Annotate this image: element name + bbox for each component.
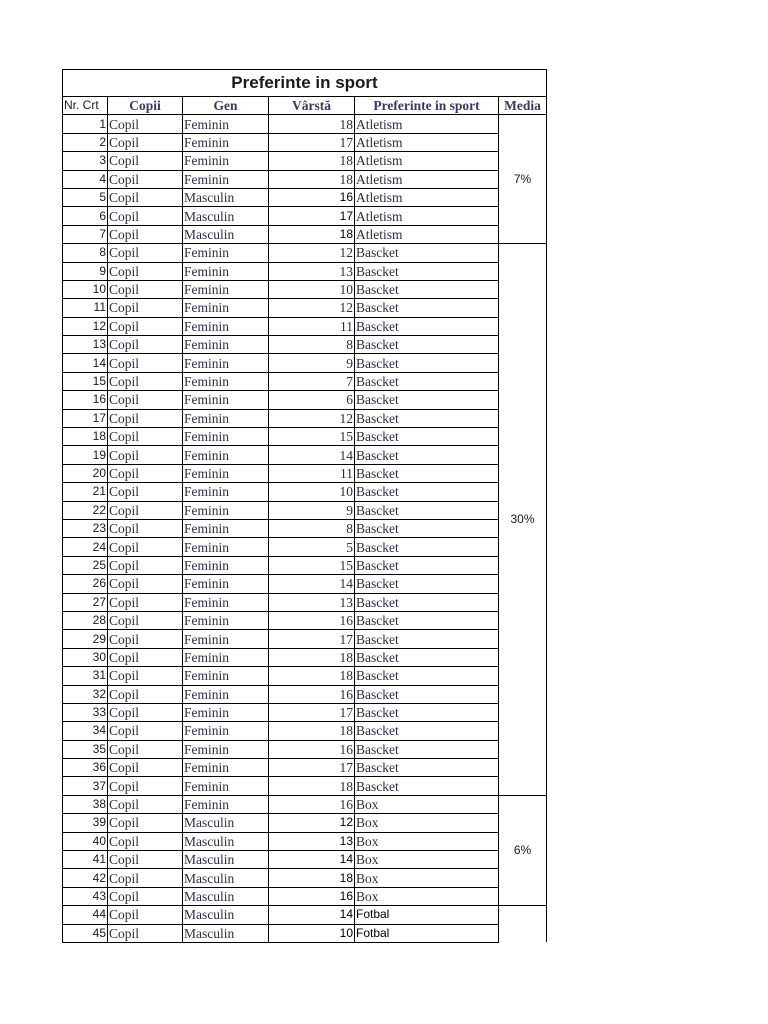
cell-copii: Copil (108, 207, 183, 225)
cell-varsta: 10 (269, 483, 355, 501)
cell-varsta: 18 (269, 115, 355, 133)
cell-varsta: 16 (269, 795, 355, 813)
header-copii: Copii (108, 97, 183, 115)
cell-copii: Copil (108, 225, 183, 243)
cell-gen: Feminin (183, 611, 269, 629)
cell-nr: 10 (63, 280, 108, 298)
cell-nr: 17 (63, 409, 108, 427)
table-row (63, 703, 547, 721)
table-row (63, 906, 547, 924)
cell-copii: Copil (108, 593, 183, 611)
table-row (63, 832, 547, 850)
cell-copii: Copil (108, 170, 183, 188)
cell-gen: Feminin (183, 133, 269, 151)
cell-copii: Copil (108, 115, 183, 133)
cell-copii: Copil (108, 556, 183, 574)
cell-varsta: 12 (269, 244, 355, 262)
table-row (63, 759, 547, 777)
cell-copii: Copil (108, 280, 183, 298)
cell-copii: Copil (108, 483, 183, 501)
cell-preferinte: Atletism (355, 188, 499, 206)
cell-varsta: 11 (269, 464, 355, 482)
cell-nr: 1 (63, 115, 108, 133)
cell-preferinte: Bascket (355, 777, 499, 795)
cell-gen: Feminin (183, 244, 269, 262)
cell-copii: Copil (108, 906, 183, 924)
table-body (63, 115, 547, 943)
table-row (63, 887, 547, 905)
cell-nr: 35 (63, 740, 108, 758)
table-row (63, 538, 547, 556)
cell-nr: 21 (63, 483, 108, 501)
cell-preferinte: Bascket (355, 740, 499, 758)
cell-copii: Copil (108, 244, 183, 262)
cell-preferinte: Box (355, 851, 499, 869)
cell-media (499, 906, 547, 943)
cell-varsta: 16 (269, 740, 355, 758)
cell-varsta: 16 (269, 611, 355, 629)
cell-copii: Copil (108, 336, 183, 354)
cell-preferinte: Bascket (355, 336, 499, 354)
cell-varsta: 12 (269, 299, 355, 317)
table-row (63, 152, 547, 170)
cell-preferinte: Bascket (355, 428, 499, 446)
cell-varsta: 15 (269, 428, 355, 446)
cell-gen: Feminin (183, 262, 269, 280)
table-row (63, 611, 547, 629)
cell-nr: 23 (63, 519, 108, 537)
cell-preferinte: Box (355, 814, 499, 832)
cell-copii: Copil (108, 501, 183, 519)
cell-nr: 28 (63, 611, 108, 629)
cell-nr: 2 (63, 133, 108, 151)
table-row (63, 207, 547, 225)
table-row (63, 188, 547, 206)
cell-copii: Copil (108, 519, 183, 537)
cell-copii: Copil (108, 630, 183, 648)
cell-preferinte: Bascket (355, 611, 499, 629)
cell-gen: Feminin (183, 795, 269, 813)
cell-varsta: 6 (269, 391, 355, 409)
table-row (63, 869, 547, 887)
cell-varsta: 18 (269, 152, 355, 170)
cell-gen: Feminin (183, 372, 269, 390)
cell-preferinte: Bascket (355, 556, 499, 574)
cell-copii: Copil (108, 428, 183, 446)
cell-gen: Feminin (183, 759, 269, 777)
header-media: Media (499, 97, 547, 115)
cell-preferinte: Bascket (355, 446, 499, 464)
cell-gen: Feminin (183, 317, 269, 335)
cell-preferinte: Box (355, 795, 499, 813)
cell-varsta: 10 (269, 280, 355, 298)
cell-varsta: 17 (269, 630, 355, 648)
cell-preferinte: Atletism (355, 225, 499, 243)
cell-copii: Copil (108, 133, 183, 151)
cell-copii: Copil (108, 832, 183, 850)
cell-gen: Feminin (183, 446, 269, 464)
table-row (63, 428, 547, 446)
cell-gen: Feminin (183, 336, 269, 354)
header-varsta: Vârstă (269, 97, 355, 115)
cell-copii: Copil (108, 924, 183, 942)
cell-gen: Feminin (183, 501, 269, 519)
table-row (63, 685, 547, 703)
cell-preferinte: Box (355, 832, 499, 850)
cell-preferinte: Bascket (355, 630, 499, 648)
cell-nr: 40 (63, 832, 108, 850)
cell-varsta: 16 (269, 188, 355, 206)
cell-gen: Masculin (183, 832, 269, 850)
cell-preferinte: Bascket (355, 391, 499, 409)
cell-varsta: 17 (269, 207, 355, 225)
cell-gen: Feminin (183, 556, 269, 574)
cell-copii: Copil (108, 759, 183, 777)
cell-nr: 9 (63, 262, 108, 280)
cell-gen: Feminin (183, 703, 269, 721)
cell-nr: 5 (63, 188, 108, 206)
cell-preferinte: Atletism (355, 133, 499, 151)
cell-preferinte: Fotbal (355, 924, 499, 942)
cell-varsta: 18 (269, 667, 355, 685)
cell-varsta: 12 (269, 814, 355, 832)
cell-preferinte: Bascket (355, 354, 499, 372)
cell-copii: Copil (108, 887, 183, 905)
table-row (63, 667, 547, 685)
cell-nr: 16 (63, 391, 108, 409)
cell-gen: Masculin (183, 851, 269, 869)
cell-nr: 44 (63, 906, 108, 924)
cell-preferinte: Bascket (355, 722, 499, 740)
cell-gen: Feminin (183, 280, 269, 298)
cell-gen: Feminin (183, 391, 269, 409)
cell-varsta: 17 (269, 759, 355, 777)
cell-nr: 11 (63, 299, 108, 317)
cell-nr: 43 (63, 887, 108, 905)
cell-nr: 19 (63, 446, 108, 464)
cell-varsta: 9 (269, 354, 355, 372)
cell-preferinte: Box (355, 887, 499, 905)
cell-preferinte: Atletism (355, 115, 499, 133)
table-row (63, 170, 547, 188)
cell-gen: Feminin (183, 428, 269, 446)
cell-copii: Copil (108, 703, 183, 721)
cell-copii: Copil (108, 152, 183, 170)
table-row (63, 280, 547, 298)
cell-preferinte: Bascket (355, 262, 499, 280)
cell-copii: Copil (108, 354, 183, 372)
table-row (63, 648, 547, 666)
cell-gen: Feminin (183, 170, 269, 188)
cell-preferinte: Bascket (355, 299, 499, 317)
cell-varsta: 9 (269, 501, 355, 519)
cell-copii: Copil (108, 777, 183, 795)
table-row (63, 133, 547, 151)
cell-gen: Feminin (183, 354, 269, 372)
cell-preferinte: Bascket (355, 409, 499, 427)
cell-nr: 45 (63, 924, 108, 942)
table-row (63, 593, 547, 611)
cell-preferinte: Bascket (355, 280, 499, 298)
cell-gen: Masculin (183, 207, 269, 225)
cell-preferinte: Atletism (355, 170, 499, 188)
cell-nr: 29 (63, 630, 108, 648)
cell-nr: 33 (63, 703, 108, 721)
cell-preferinte: Bascket (355, 464, 499, 482)
table-row (63, 722, 547, 740)
cell-preferinte: Bascket (355, 593, 499, 611)
table-row (63, 299, 547, 317)
cell-copii: Copil (108, 667, 183, 685)
cell-gen: Feminin (183, 777, 269, 795)
cell-copii: Copil (108, 814, 183, 832)
title-row (63, 70, 547, 97)
table-row (63, 556, 547, 574)
cell-varsta: 14 (269, 446, 355, 464)
cell-copii: Copil (108, 611, 183, 629)
cell-varsta: 7 (269, 372, 355, 390)
table-row (63, 740, 547, 758)
cell-varsta: 18 (269, 722, 355, 740)
cell-gen: Feminin (183, 593, 269, 611)
cell-gen: Masculin (183, 225, 269, 243)
cell-copii: Copil (108, 262, 183, 280)
cell-copii: Copil (108, 188, 183, 206)
cell-nr: 7 (63, 225, 108, 243)
cell-varsta: 15 (269, 556, 355, 574)
cell-preferinte: Bascket (355, 648, 499, 666)
cell-preferinte: Bascket (355, 667, 499, 685)
cell-varsta: 18 (269, 648, 355, 666)
cell-preferinte: Box (355, 869, 499, 887)
cell-gen: Masculin (183, 906, 269, 924)
table-row (63, 391, 547, 409)
cell-nr: 30 (63, 648, 108, 666)
cell-gen: Feminin (183, 152, 269, 170)
cell-nr: 34 (63, 722, 108, 740)
cell-varsta: 14 (269, 851, 355, 869)
cell-gen: Masculin (183, 887, 269, 905)
table-row (63, 630, 547, 648)
cell-varsta: 13 (269, 593, 355, 611)
cell-media: 30% (499, 244, 547, 796)
table-title: Preferinte in sport (63, 70, 547, 97)
cell-preferinte: Bascket (355, 519, 499, 537)
cell-varsta: 13 (269, 832, 355, 850)
cell-nr: 20 (63, 464, 108, 482)
header-preferinte: Preferinte in sport (355, 97, 499, 115)
header-nr: Nr. Crt (63, 97, 108, 115)
cell-nr: 6 (63, 207, 108, 225)
cell-gen: Feminin (183, 409, 269, 427)
table-row (63, 501, 547, 519)
cell-gen: Feminin (183, 667, 269, 685)
table-row (63, 262, 547, 280)
cell-nr: 15 (63, 372, 108, 390)
cell-preferinte: Bascket (355, 244, 499, 262)
cell-varsta: 5 (269, 538, 355, 556)
cell-varsta: 18 (269, 170, 355, 188)
table-row (63, 115, 547, 133)
table-row (63, 464, 547, 482)
cell-nr: 25 (63, 556, 108, 574)
cell-preferinte: Bascket (355, 538, 499, 556)
cell-gen: Feminin (183, 575, 269, 593)
cell-varsta: 17 (269, 703, 355, 721)
cell-preferinte: Bascket (355, 703, 499, 721)
cell-copii: Copil (108, 391, 183, 409)
table-row (63, 354, 547, 372)
table-row (63, 372, 547, 390)
cell-copii: Copil (108, 538, 183, 556)
cell-nr: 41 (63, 851, 108, 869)
cell-gen: Feminin (183, 685, 269, 703)
cell-preferinte: Bascket (355, 372, 499, 390)
cell-varsta: 16 (269, 887, 355, 905)
table-row (63, 924, 547, 942)
cell-nr: 38 (63, 795, 108, 813)
cell-varsta: 18 (269, 777, 355, 795)
table-row (63, 244, 547, 262)
table-row (63, 777, 547, 795)
cell-nr: 31 (63, 667, 108, 685)
cell-nr: 32 (63, 685, 108, 703)
cell-nr: 22 (63, 501, 108, 519)
cell-gen: Feminin (183, 630, 269, 648)
table-row (63, 519, 547, 537)
cell-preferinte: Bascket (355, 575, 499, 593)
table-row (63, 446, 547, 464)
cell-media: 6% (499, 795, 547, 905)
cell-gen: Feminin (183, 722, 269, 740)
cell-copii: Copil (108, 575, 183, 593)
cell-varsta: 10 (269, 924, 355, 942)
cell-varsta: 14 (269, 906, 355, 924)
cell-varsta: 12 (269, 409, 355, 427)
cell-nr: 3 (63, 152, 108, 170)
cell-nr: 39 (63, 814, 108, 832)
cell-varsta: 11 (269, 317, 355, 335)
cell-gen: Feminin (183, 483, 269, 501)
cell-nr: 14 (63, 354, 108, 372)
cell-gen: Feminin (183, 519, 269, 537)
cell-copii: Copil (108, 446, 183, 464)
cell-gen: Feminin (183, 464, 269, 482)
cell-copii: Copil (108, 317, 183, 335)
cell-copii: Copil (108, 409, 183, 427)
cell-nr: 37 (63, 777, 108, 795)
cell-copii: Copil (108, 722, 183, 740)
cell-varsta: 18 (269, 225, 355, 243)
cell-nr: 4 (63, 170, 108, 188)
cell-copii: Copil (108, 464, 183, 482)
cell-copii: Copil (108, 869, 183, 887)
cell-gen: Feminin (183, 740, 269, 758)
cell-copii: Copil (108, 740, 183, 758)
cell-nr: 13 (63, 336, 108, 354)
cell-varsta: 8 (269, 336, 355, 354)
cell-preferinte: Bascket (355, 759, 499, 777)
cell-gen: Feminin (183, 648, 269, 666)
cell-varsta: 18 (269, 869, 355, 887)
cell-varsta: 16 (269, 685, 355, 703)
cell-preferinte: Bascket (355, 317, 499, 335)
cell-varsta: 14 (269, 575, 355, 593)
cell-varsta: 13 (269, 262, 355, 280)
cell-nr: 8 (63, 244, 108, 262)
table-row (63, 317, 547, 335)
cell-nr: 12 (63, 317, 108, 335)
table-row (63, 814, 547, 832)
table-row (63, 575, 547, 593)
cell-copii: Copil (108, 851, 183, 869)
header-row (63, 97, 547, 115)
cell-varsta: 8 (269, 519, 355, 537)
cell-media: 7% (499, 115, 547, 244)
cell-nr: 27 (63, 593, 108, 611)
cell-gen: Feminin (183, 115, 269, 133)
table-row (63, 409, 547, 427)
cell-copii: Copil (108, 685, 183, 703)
cell-preferinte: Bascket (355, 483, 499, 501)
cell-nr: 24 (63, 538, 108, 556)
cell-gen: Masculin (183, 188, 269, 206)
preferences-table (62, 69, 547, 943)
cell-gen: Feminin (183, 538, 269, 556)
cell-varsta: 17 (269, 133, 355, 151)
cell-nr: 26 (63, 575, 108, 593)
cell-preferinte: Bascket (355, 685, 499, 703)
table-row (63, 225, 547, 243)
cell-nr: 42 (63, 869, 108, 887)
cell-gen: Masculin (183, 814, 269, 832)
cell-nr: 36 (63, 759, 108, 777)
cell-copii: Copil (108, 795, 183, 813)
cell-gen: Masculin (183, 869, 269, 887)
cell-copii: Copil (108, 648, 183, 666)
table-row (63, 851, 547, 869)
cell-nr: 18 (63, 428, 108, 446)
cell-preferinte: Atletism (355, 207, 499, 225)
cell-copii: Copil (108, 299, 183, 317)
cell-preferinte: Fotbal (355, 906, 499, 924)
cell-copii: Copil (108, 372, 183, 390)
table-row (63, 795, 547, 813)
table-row (63, 483, 547, 501)
cell-gen: Feminin (183, 299, 269, 317)
cell-preferinte: Atletism (355, 152, 499, 170)
cell-preferinte: Bascket (355, 501, 499, 519)
cell-gen: Masculin (183, 924, 269, 942)
table-row (63, 336, 547, 354)
header-gen: Gen (183, 97, 269, 115)
